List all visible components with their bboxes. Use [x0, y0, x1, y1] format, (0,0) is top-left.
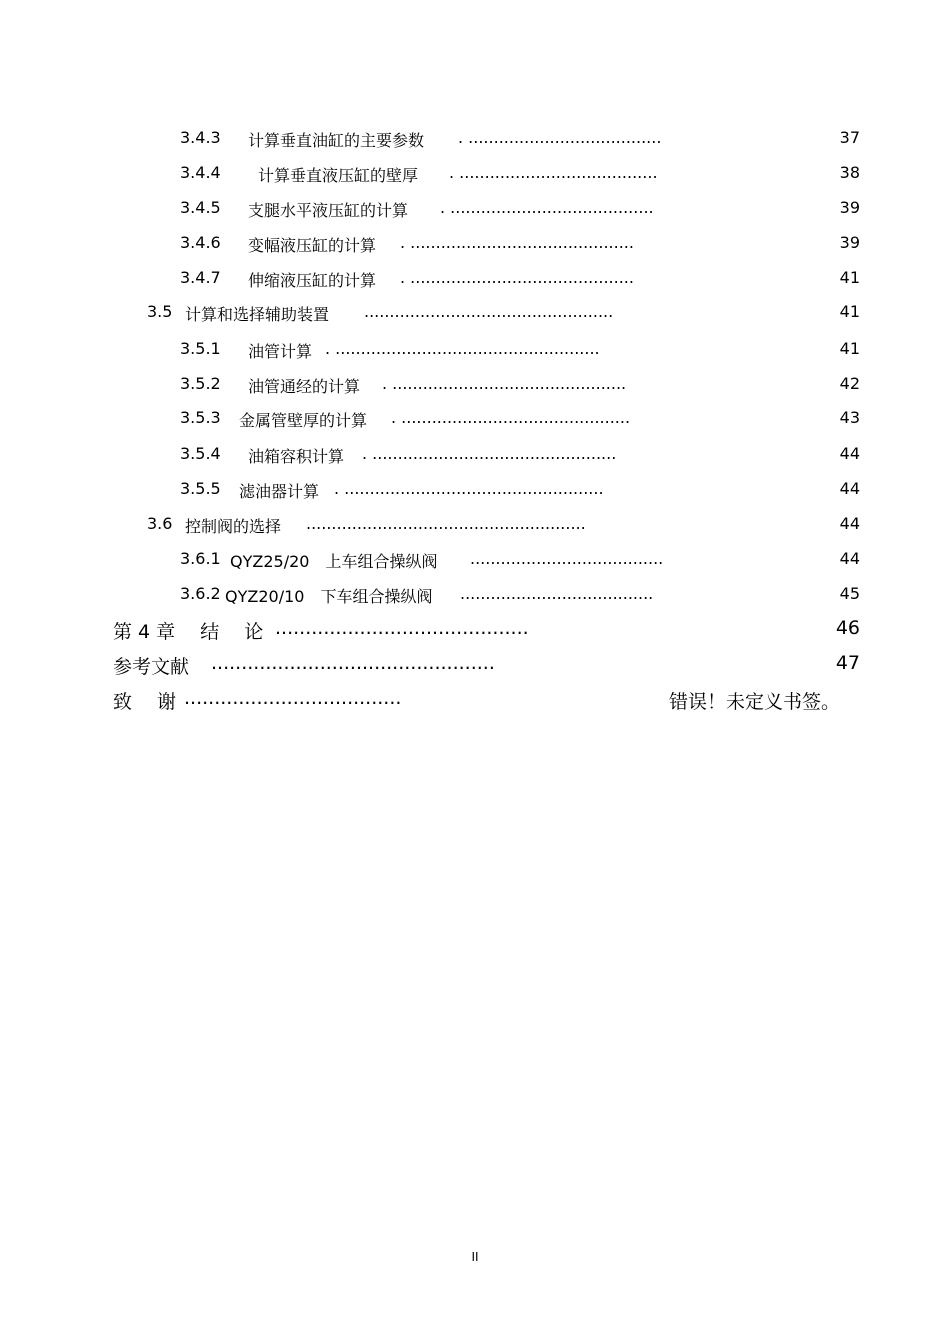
- toc-page-number: 45: [839, 584, 860, 603]
- toc-page-number: 37: [839, 128, 860, 147]
- toc-number: 3.6.2: [180, 584, 221, 603]
- toc-title: 参考文献: [113, 656, 190, 678]
- toc-leader-dots: . ..............................................: [382, 374, 627, 393]
- toc-leader-dots: ......................................: [470, 549, 664, 568]
- toc-page-error-text: 错误！未定义书签。: [668, 691, 840, 713]
- toc-page-number: 44: [839, 549, 860, 568]
- toc-title: QYZ20/10 下车组合操纵阀: [225, 587, 433, 606]
- toc-number: 3.4.5: [180, 198, 221, 217]
- toc-page-number: 39: [839, 233, 860, 252]
- toc-leader-dots: ....................................: [184, 687, 402, 709]
- toc-leader-dots: . ............................................: [400, 233, 634, 252]
- toc-number: 3.5.2: [180, 374, 221, 393]
- toc-page-number: 41: [839, 302, 860, 321]
- toc-leader-dots: . ...................................................: [334, 479, 604, 498]
- toc-title: 控制阀的选择: [185, 517, 282, 536]
- toc-title: QYZ25/20 上车组合操纵阀: [230, 552, 438, 571]
- toc-page-number: 41: [839, 268, 860, 287]
- toc-title: 油管通经的计算: [248, 377, 361, 396]
- toc-leader-dots: ..........................................: [275, 617, 529, 639]
- toc-leader-dots: . ........................................: [440, 198, 654, 217]
- toc-page-number: 44: [839, 514, 860, 533]
- toc-leader-dots: ......................................: [460, 584, 654, 603]
- toc-leader-dots: . .......................................: [449, 163, 658, 182]
- toc-page-number: 39: [839, 198, 860, 217]
- toc-page-number: 41: [839, 339, 860, 358]
- toc-title: 支腿水平液压缸的计算: [248, 201, 409, 220]
- toc-leader-dots: .................................................: [364, 302, 614, 321]
- toc-page-number: 43: [839, 408, 860, 427]
- toc-page-number: 44: [839, 444, 860, 463]
- toc-title: 油管计算: [248, 342, 313, 361]
- toc-title: 伸缩液压缸的计算: [248, 271, 377, 290]
- toc-leader-dots: . ................................................: [362, 444, 617, 463]
- toc-title: 油箱容积计算: [248, 447, 345, 466]
- toc-number: 3.5.1: [180, 339, 221, 358]
- page-number-footer: II: [471, 1250, 479, 1264]
- toc-title: 第 4 章 结 论: [113, 621, 264, 643]
- toc-number: 3.5.4: [180, 444, 221, 463]
- toc-number: 3.4.7: [180, 268, 221, 287]
- toc-title: 金属管壁厚的计算: [239, 411, 368, 430]
- toc-number: 3.6: [147, 514, 173, 533]
- toc-number: 3.4.4: [180, 163, 221, 182]
- toc-title: 计算和选择辅助装置: [185, 305, 330, 324]
- toc-title: 致 谢: [113, 691, 177, 713]
- toc-title: 变幅液压缸的计算: [248, 236, 377, 255]
- toc-title: 滤油器计算: [239, 482, 320, 501]
- toc-number: 3.4.3: [180, 128, 221, 147]
- toc-leader-dots: ...............................................: [211, 652, 495, 674]
- toc-number: 3.5.3: [180, 408, 221, 427]
- toc-page-number: 38: [839, 163, 860, 182]
- toc-leader-dots: . ............................................: [400, 268, 634, 287]
- toc-title: 计算垂直油缸的主要参数: [248, 131, 425, 150]
- toc-leader-dots: . ....................................................: [325, 339, 600, 358]
- toc-leader-dots: . .............................................: [391, 408, 631, 427]
- toc-page-number: 42: [839, 374, 860, 393]
- toc-page-number: 47: [835, 652, 860, 674]
- toc-leader-dots: .......................................................: [306, 514, 586, 533]
- toc-title: 计算垂直液压缸的壁厚: [258, 166, 419, 185]
- toc-page-number: 46: [835, 617, 860, 639]
- toc-page-number: 44: [839, 479, 860, 498]
- toc-number: 3.5: [147, 302, 173, 321]
- toc-number: 3.5.5: [180, 479, 221, 498]
- toc-number: 3.4.6: [180, 233, 221, 252]
- toc-leader-dots: . ......................................: [458, 128, 662, 147]
- toc-number: 3.6.1: [180, 549, 221, 568]
